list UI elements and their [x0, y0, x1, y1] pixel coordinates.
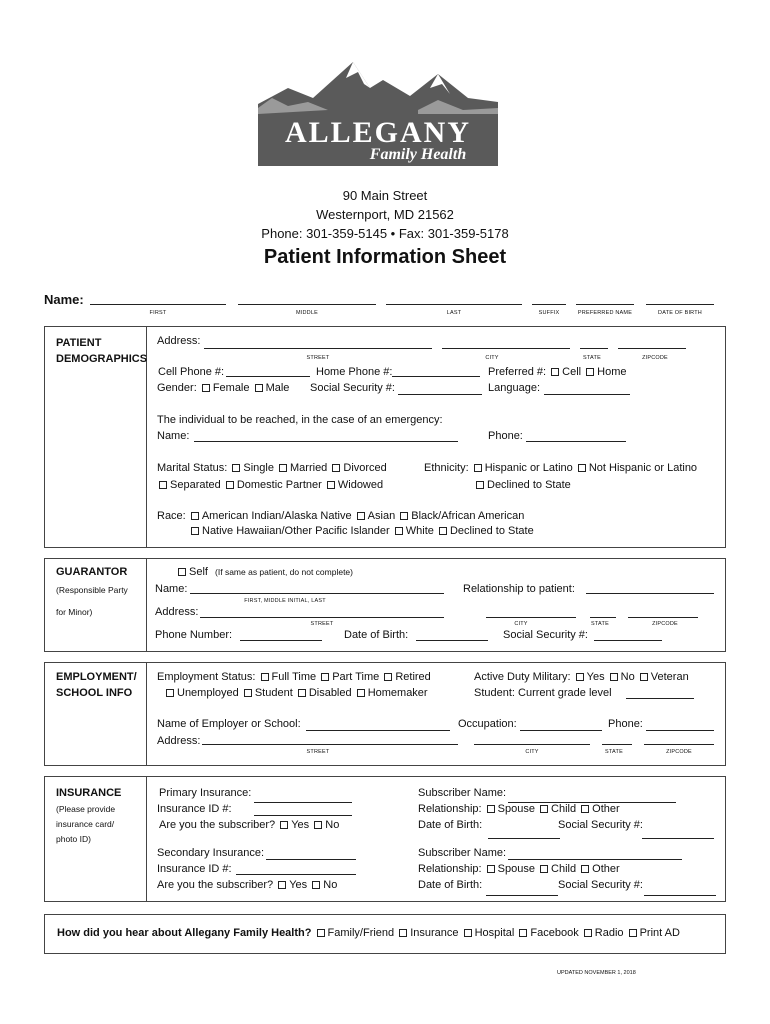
amind-checkbox[interactable] — [191, 512, 199, 520]
occupation-field[interactable] — [520, 730, 602, 731]
secondary-subscriber-q: Are you the subscriber? — [157, 879, 274, 891]
race-declined-checkbox[interactable] — [439, 527, 447, 535]
g-relationship-label: Relationship to patient: — [463, 583, 575, 595]
employer-label: Name of Employer or School: — [157, 718, 301, 730]
retired-checkbox[interactable] — [384, 673, 392, 681]
s-relationship-label: Relationship: — [418, 863, 482, 875]
home-phone-label: Home Phone #: — [316, 366, 393, 378]
referral-question: How did you hear about Allegany Family Health? — [57, 927, 312, 939]
emergency-label: The individual to be reached, in the case of an emergency: — [157, 414, 443, 426]
military-yes-checkbox[interactable] — [576, 673, 584, 681]
g-phone-field[interactable] — [240, 640, 322, 641]
last-name-field[interactable] — [386, 304, 522, 305]
hawaiian-label: Native Hawaiian/Other Pacific Islander — [202, 525, 390, 537]
married-label: Married — [290, 462, 328, 474]
parttime-label: Part Time — [332, 671, 380, 683]
ssn-field[interactable] — [398, 394, 482, 395]
veteran-label: Veteran — [650, 671, 689, 683]
unemployed-label: Unemployed — [177, 687, 239, 699]
ethnicity-row — [424, 462, 697, 474]
primary-label: Primary Insurance: — [159, 787, 252, 799]
disabled-checkbox[interactable] — [298, 689, 306, 697]
hawaiian-checkbox[interactable] — [191, 527, 199, 535]
guarantor-sub1: (Responsible Party — [56, 585, 128, 595]
secondary-no-label: No — [323, 879, 338, 891]
preferred-sublabel: PREFERRED NAME — [577, 310, 633, 316]
unemployed-checkbox[interactable] — [166, 689, 174, 697]
insurance-heading: INSURANCE — [56, 787, 122, 799]
g-relationship-field[interactable] — [586, 593, 714, 594]
hispanic-label: Hispanic or Latino — [484, 462, 573, 474]
s-ssn-label: Social Security #: — [558, 879, 643, 891]
g-state-field[interactable] — [590, 617, 616, 618]
address-city: Westernport, MD 21562 — [316, 207, 454, 222]
ssn-label: Social Security #: — [310, 382, 395, 394]
g-dob-label: Date of Birth: — [344, 629, 409, 641]
p-sub-name-label: Subscriber Name: — [418, 787, 507, 799]
language-label: Language: — [488, 382, 540, 394]
preferred-label — [488, 366, 627, 378]
s-child-label: Child — [551, 863, 577, 875]
s-other-checkbox[interactable] — [581, 865, 589, 873]
guarantor-sub2: for Minor) — [56, 607, 93, 617]
secondary-yes-checkbox[interactable] — [278, 881, 286, 889]
domestic-label: Domestic Partner — [236, 479, 322, 491]
separated-checkbox[interactable] — [159, 481, 167, 489]
name-label: Name: — [44, 292, 84, 307]
patient-zip-field[interactable] — [618, 348, 686, 349]
marital-row-2 — [157, 479, 383, 491]
primary-subscriber-q: Are you the subscriber? — [159, 819, 276, 831]
p-dob-field[interactable] — [488, 838, 560, 839]
pref-cell-label: Cell — [562, 366, 582, 378]
s-spouse-checkbox[interactable] — [487, 865, 495, 873]
primary-id-field[interactable] — [254, 815, 352, 816]
g-zip-field[interactable] — [628, 617, 698, 618]
secondary-id-label: Insurance ID #: — [157, 863, 232, 875]
emp-status-row-2 — [164, 687, 428, 699]
insurance-divider — [146, 776, 147, 902]
parttime-checkbox[interactable] — [321, 673, 329, 681]
insurance-sub1: (Please provide — [56, 804, 116, 814]
preferred-text: Preferred #: — [488, 366, 547, 378]
eth-declined-label: Declined to State — [487, 479, 571, 491]
em-phone-field[interactable] — [526, 441, 626, 442]
g-name-label: Name: — [155, 583, 188, 595]
not-hispanic-checkbox[interactable] — [578, 464, 586, 472]
s-sub-name-field[interactable] — [508, 859, 682, 860]
homemaker-checkbox[interactable] — [357, 689, 365, 697]
p-child-checkbox[interactable] — [540, 805, 548, 813]
primary-field[interactable] — [254, 802, 352, 803]
self-note: (If same as patient, do not complete) — [215, 567, 353, 577]
street-sublabel: STREET — [306, 355, 330, 361]
pref-cell-checkbox[interactable] — [551, 368, 559, 376]
race-row — [157, 510, 524, 522]
first-name-field[interactable] — [90, 304, 226, 305]
secondary-yes-label: Yes — [289, 879, 308, 891]
patient-city-field[interactable] — [442, 348, 570, 349]
patient-state-field[interactable] — [580, 348, 608, 349]
patient-street-field[interactable] — [204, 348, 432, 349]
s-other-label: Other — [592, 863, 620, 875]
self-label: Self — [189, 566, 208, 578]
emp-address-label: Address: — [157, 735, 201, 747]
guarantor-divider — [146, 558, 147, 652]
marital-label: Marital Status: — [157, 462, 228, 474]
dob-field[interactable] — [646, 304, 714, 305]
asian-label: Asian — [367, 510, 396, 522]
p-relationship-label: Relationship: — [418, 803, 482, 815]
print-ad-label: Print AD — [639, 927, 680, 939]
s-ssn-field[interactable] — [644, 895, 716, 896]
insurance-sub2: insurance card/ — [56, 819, 115, 829]
emp-state-field[interactable] — [602, 744, 632, 745]
logo-brand: ALLEGANY — [284, 116, 472, 149]
secondary-subscriber-row — [157, 879, 337, 891]
cell-phone-label: Cell Phone #: — [158, 366, 225, 378]
marital-row — [157, 462, 387, 474]
emp-street-field[interactable] — [202, 744, 458, 745]
insurance-ref-checkbox[interactable] — [399, 929, 407, 937]
female-label: Female — [212, 382, 250, 394]
em-phone-label: Phone: — [488, 430, 523, 442]
pref-home-checkbox[interactable] — [586, 368, 594, 376]
student-checkbox[interactable] — [244, 689, 252, 697]
g-name-field[interactable] — [190, 593, 444, 594]
emp-zip-sublabel: ZIPCODE — [666, 749, 692, 755]
occupation-label: Occupation: — [458, 718, 517, 730]
g-street-sublabel: STREET — [310, 621, 334, 627]
widowed-label: Widowed — [337, 479, 384, 491]
first-sublabel: FIRST — [149, 310, 167, 316]
grade-field[interactable] — [626, 698, 694, 699]
employment-heading-1: EMPLOYMENT/ — [56, 671, 137, 683]
family-friend-checkbox[interactable] — [317, 929, 325, 937]
emp-phone-field[interactable] — [646, 730, 714, 731]
city-sublabel: CITY — [485, 355, 499, 361]
emp-status-label: Employment Status: — [157, 671, 256, 683]
em-name-label: Name: — [157, 430, 190, 442]
domestic-checkbox[interactable] — [226, 481, 234, 489]
emp-status-row — [157, 671, 431, 683]
primary-no-checkbox[interactable] — [314, 821, 322, 829]
grade-label: Student: Current grade level — [474, 687, 612, 699]
self-row — [176, 566, 353, 578]
g-ssn-field[interactable] — [594, 640, 662, 641]
hispanic-checkbox[interactable] — [474, 464, 482, 472]
dob-sublabel: DATE OF BIRTH — [658, 310, 702, 316]
fulltime-checkbox[interactable] — [261, 673, 269, 681]
veteran-checkbox[interactable] — [640, 673, 648, 681]
emp-city-sublabel: CITY — [525, 749, 539, 755]
military-no-checkbox[interactable] — [610, 673, 618, 681]
p-other-label: Other — [592, 803, 620, 815]
white-label: White — [405, 525, 434, 537]
secondary-no-checkbox[interactable] — [312, 881, 320, 889]
primary-yes-checkbox[interactable] — [280, 821, 288, 829]
middle-sublabel: MIDDLE — [296, 310, 318, 316]
employment-divider — [146, 662, 147, 766]
updated-note: UPDATED NOVEMBER 1, 2018 — [557, 970, 636, 976]
suffix-field[interactable] — [532, 304, 566, 305]
secondary-label: Secondary Insurance: — [157, 847, 265, 859]
facebook-label: Facebook — [530, 927, 579, 939]
logo-tagline: Family Health — [369, 146, 467, 163]
military-row — [474, 671, 689, 683]
retired-label: Retired — [395, 671, 431, 683]
widowed-checkbox[interactable] — [327, 481, 335, 489]
married-checkbox[interactable] — [279, 464, 287, 472]
divorced-label: Divorced — [343, 462, 387, 474]
race-row-2 — [189, 525, 534, 537]
emp-street-sublabel: STREET — [306, 749, 330, 755]
gender-row — [157, 382, 289, 394]
gender-label: Gender: — [157, 382, 197, 394]
s-child-checkbox[interactable] — [540, 865, 548, 873]
disabled-label: Disabled — [308, 687, 352, 699]
family-friend-label: Family/Friend — [327, 927, 395, 939]
race-declined-label: Declined to State — [449, 525, 534, 537]
pref-home-label: Home — [597, 366, 627, 378]
military-yes-label: Yes — [586, 671, 605, 683]
hospital-label: Hospital — [474, 927, 515, 939]
phone-fax: Phone: 301-359-5145 • Fax: 301-359-5178 — [261, 226, 509, 241]
amind-label: American Indian/Alaska Native — [201, 510, 352, 522]
suffix-sublabel: SUFFIX — [538, 310, 560, 316]
s-dob-field[interactable] — [486, 895, 558, 896]
middle-name-field[interactable] — [238, 304, 376, 305]
guarantor-heading: GUARANTOR — [56, 566, 128, 578]
single-checkbox[interactable] — [232, 464, 240, 472]
black-label: Black/African American — [411, 510, 525, 522]
black-checkbox[interactable] — [400, 512, 408, 520]
g-city-field[interactable] — [486, 617, 576, 618]
g-dob-field[interactable] — [416, 640, 488, 641]
g-ssn-label: Social Security #: — [503, 629, 588, 641]
asian-checkbox[interactable] — [357, 512, 365, 520]
secondary-id-field[interactable] — [236, 874, 356, 875]
state-sublabel: STATE — [583, 355, 601, 361]
eth-declined-checkbox[interactable] — [476, 481, 484, 489]
insurance-sub3: photo ID) — [56, 834, 91, 844]
fulltime-label: Full Time — [271, 671, 317, 683]
print-ad-checkbox[interactable] — [629, 929, 637, 937]
male-label: Male — [265, 382, 290, 394]
s-sub-name-label: Subscriber Name: — [418, 847, 507, 859]
p-dob-label: Date of Birth: — [418, 819, 483, 831]
p-other-checkbox[interactable] — [581, 805, 589, 813]
emp-city-field[interactable] — [474, 744, 590, 745]
separated-label: Separated — [170, 479, 221, 491]
race-label: Race: — [157, 510, 186, 522]
g-state-sublabel: STATE — [591, 621, 609, 627]
hospital-checkbox[interactable] — [464, 929, 472, 937]
primary-id-label: Insurance ID #: — [157, 803, 232, 815]
p-spouse-label: Spouse — [497, 803, 535, 815]
p-ssn-label: Social Security #: — [558, 819, 643, 831]
secondary-field[interactable] — [266, 859, 356, 860]
student-label: Student — [254, 687, 293, 699]
g-phone-label: Phone Number: — [155, 629, 233, 641]
em-name-field[interactable] — [194, 441, 458, 442]
radio-checkbox[interactable] — [584, 929, 592, 937]
g-zip-sublabel: ZIPCODE — [652, 621, 678, 627]
primary-subscriber-row — [159, 819, 339, 831]
s-relationship-row — [418, 863, 620, 875]
g-name-sublabel: FIRST, MIDDLE INITIAL, LAST — [244, 598, 326, 604]
g-city-sublabel: CITY — [514, 621, 528, 627]
address-label: Address: — [157, 335, 201, 347]
ethnicity-row-2 — [474, 479, 571, 491]
self-checkbox[interactable] — [178, 568, 186, 576]
language-field[interactable] — [544, 394, 630, 395]
s-spouse-label: Spouse — [497, 863, 535, 875]
p-child-label: Child — [551, 803, 577, 815]
page-title: Patient Information Sheet — [263, 246, 507, 268]
single-label: Single — [243, 462, 274, 474]
cell-phone-field[interactable] — [226, 376, 310, 377]
g-address-label: Address: — [155, 606, 199, 618]
preferred-name-field[interactable] — [576, 304, 634, 305]
white-checkbox[interactable] — [395, 527, 403, 535]
employment-heading-2: SCHOOL INFO — [56, 687, 133, 699]
logo — [258, 58, 498, 170]
emp-state-sublabel: STATE — [605, 749, 623, 755]
radio-label: Radio — [594, 927, 624, 939]
p-ssn-field[interactable] — [642, 838, 714, 839]
homemaker-label: Homemaker — [367, 687, 428, 699]
military-label: Active Duty Military: — [474, 671, 571, 683]
insurance-ref-label: Insurance — [410, 927, 459, 939]
p-spouse-checkbox[interactable] — [487, 805, 495, 813]
emp-zip-field[interactable] — [644, 744, 714, 745]
male-checkbox[interactable] — [255, 384, 263, 392]
primary-no-label: No — [325, 819, 340, 831]
military-no-label: No — [620, 671, 635, 683]
ethnicity-label: Ethnicity: — [424, 462, 469, 474]
zip-sublabel: ZIPCODE — [642, 355, 668, 361]
home-phone-field[interactable] — [392, 376, 480, 377]
facebook-checkbox[interactable] — [519, 929, 527, 937]
address-street: 90 Main Street — [342, 188, 428, 203]
demographics-heading: PATIENT DEMOGRAPHICS — [56, 337, 148, 365]
divorced-checkbox[interactable] — [332, 464, 340, 472]
last-sublabel: LAST — [446, 310, 462, 316]
primary-yes-label: Yes — [291, 819, 310, 831]
p-relationship-row — [418, 803, 620, 815]
s-dob-label: Date of Birth: — [418, 879, 483, 891]
female-checkbox[interactable] — [202, 384, 210, 392]
referral-row — [57, 927, 680, 939]
g-street-field[interactable] — [200, 617, 444, 618]
employer-field[interactable] — [306, 730, 450, 731]
emp-phone-label: Phone: — [608, 718, 643, 730]
not-hispanic-label: Not Hispanic or Latino — [588, 462, 698, 474]
